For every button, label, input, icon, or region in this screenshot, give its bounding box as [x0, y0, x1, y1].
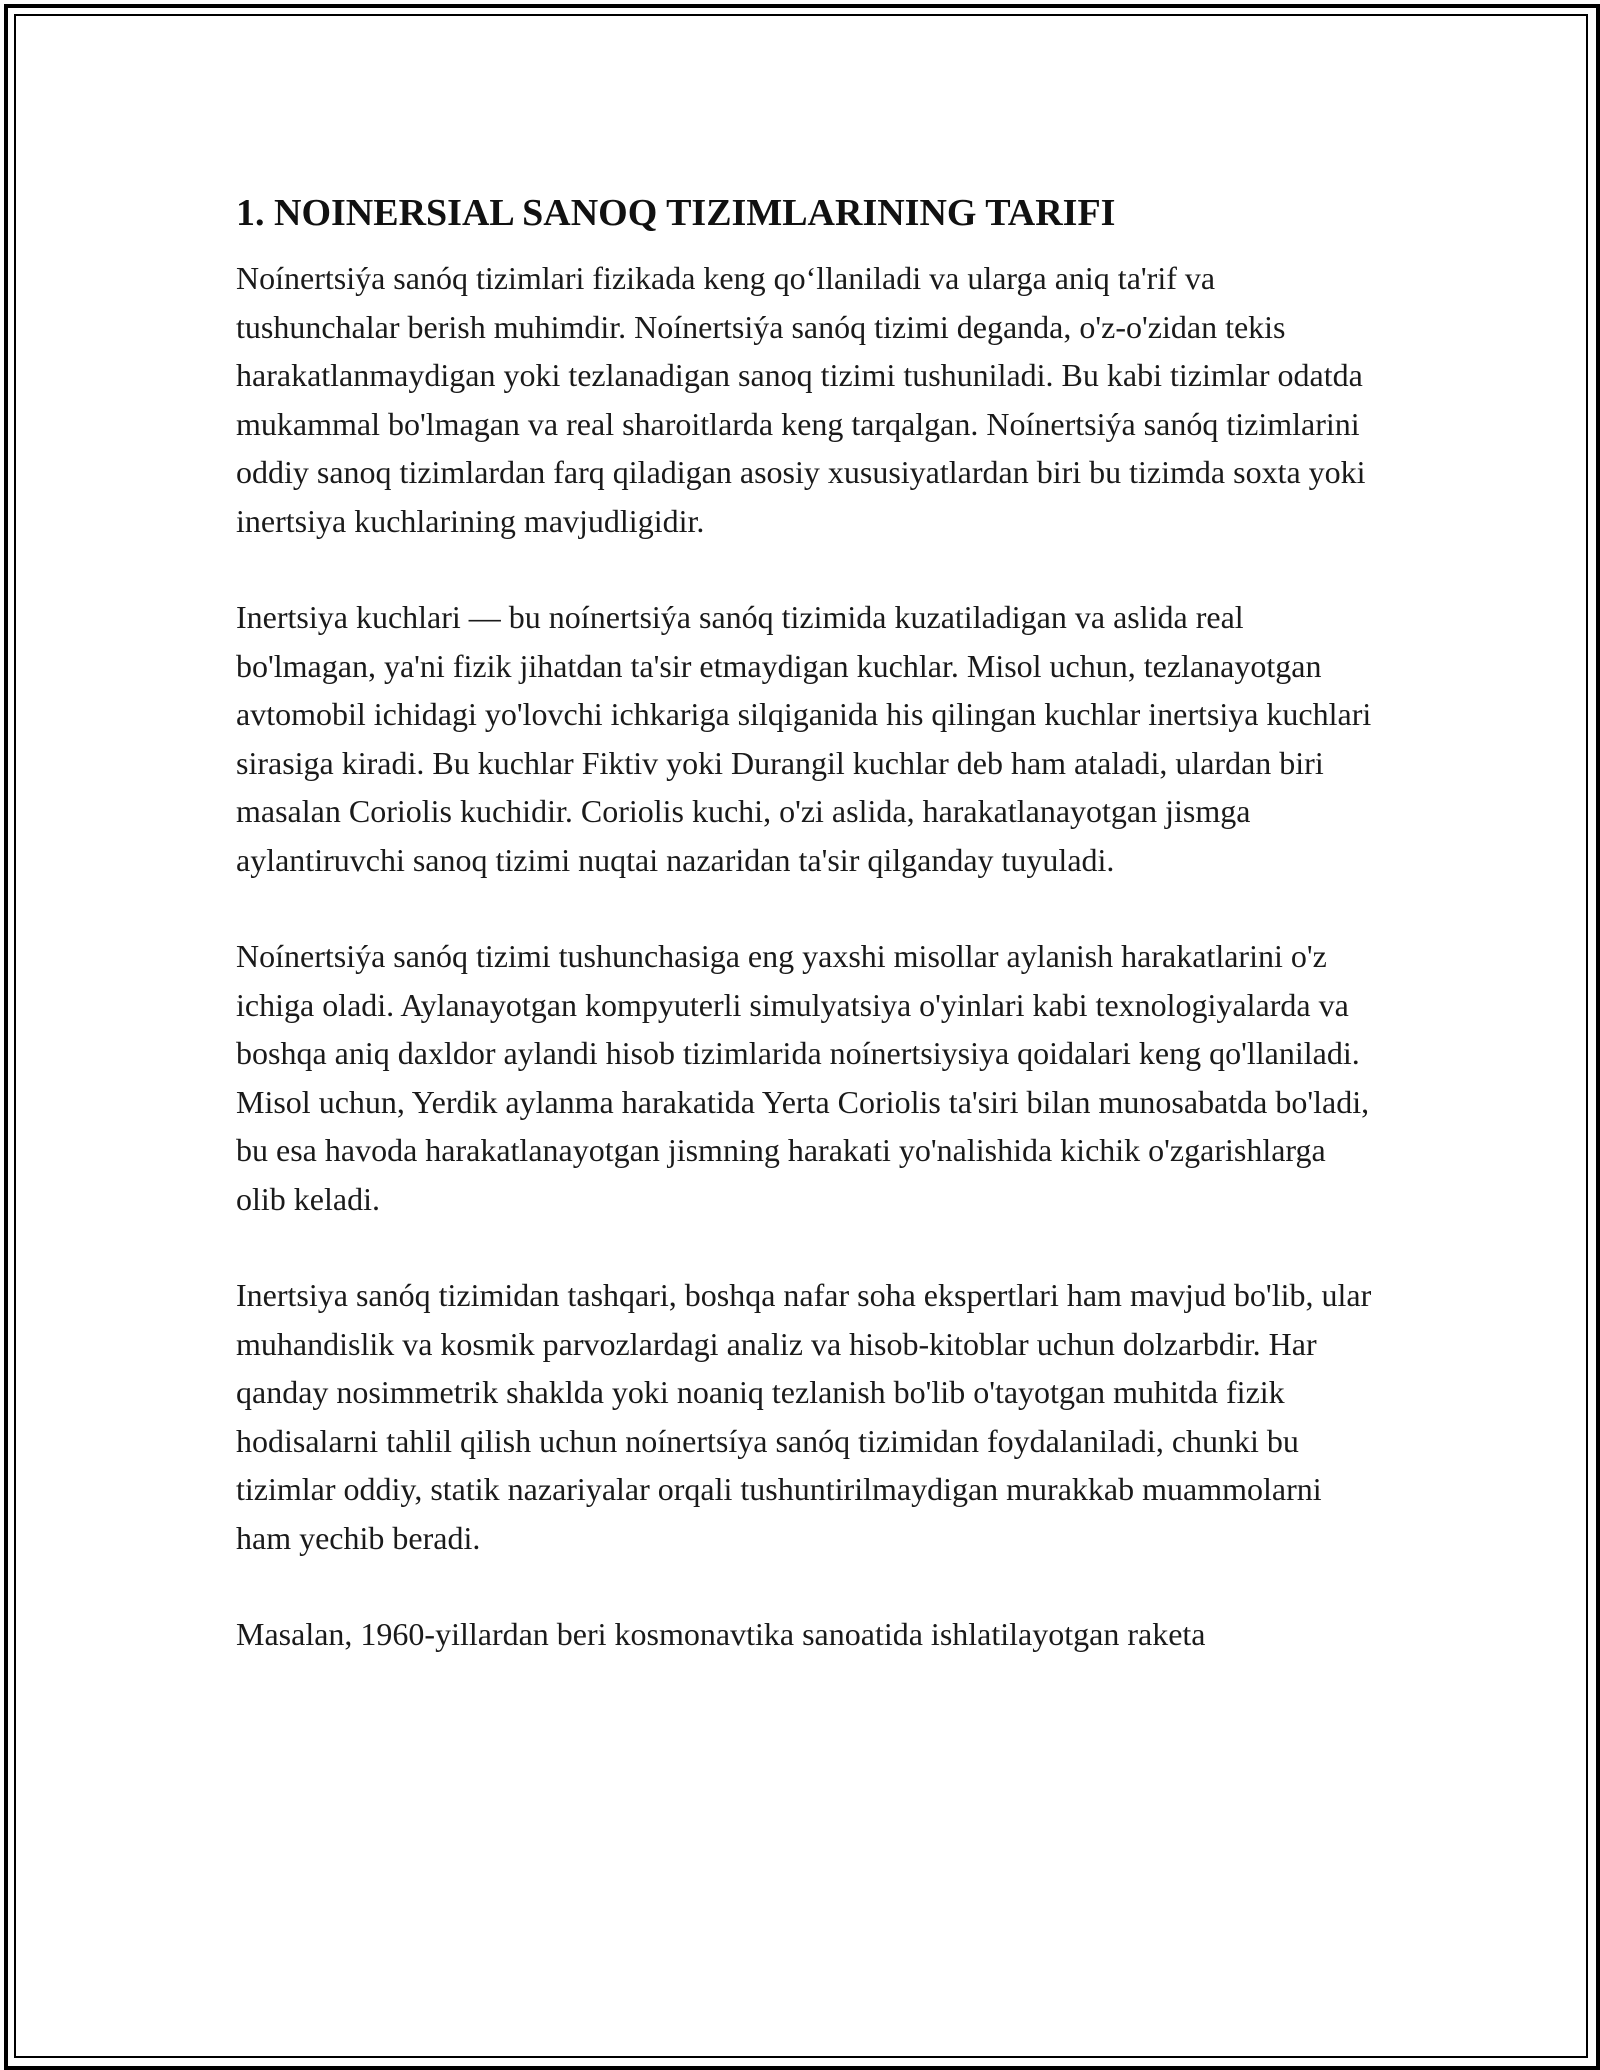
- paragraph-3: Noínertsiýa sanóq tizimi tushunchasiga eng yaxshi misollar aylanish harakatlarini o'z ichiga oladi. Aylanayotgan kompyuterli simulyatsiya o'yinlari kabi texnologiyalarda va boshqa aniq daxldor aylandi hisob tizimlarida noínertsiysiya qoidalari keng qo'llaniladi. Misol uchun, Yerdik aylanma harakatida Yerta Coriolis ta'siri bilan munosabatda bo'ladi, bu esa havoda harakatlanayotgan jismning harakati yo'nalishida kichik o'zgarishlarga olib keladi.: [236, 938, 1370, 1217]
- paragraph-4: Inertsiya sanóq tizimidan tashqari, boshqa nafar soha ekspertlari ham mavjud bo'lib, ular muhandislik va kosmik parvozlardagi analiz va hisob-kitoblar uchun dolzarbdir. Har qanday nosimmetrik shaklda yoki noaniq tezlanish bo'lib o'tayotgan muhitda fizik hodisalarni tahlil qilish uchun noínertsíya sanóq tizimidan foydalaniladi, chunki bu tizimlar oddiy, statik nazariyalar orqali tushuntirilmaydigan murakkab muammolarni ham yechib beradi.: [236, 1277, 1372, 1556]
- page-title: 1. NOINERSIAL SANOQ TIZIMLARINING TARIFI: [236, 192, 1116, 234]
- paragraph-2: Inertsiya kuchlari — bu noínertsiýa sanóq tizimida kuzatiladigan va aslida real bo'lmagan, ya'ni fizik jihatdan ta'sir etmaydigan kuchlar. Misol uchun, tezlanayotgan avtomobil ichidagi yo'lovchi ichkariga silqiganida his qilingan kuchlar inertsiya kuchlari sirasiga kiradi. Bu kuchlar Fiktiv yoki Durangil kuchlar deb ham ataladi, ulardan biri masalan Coriolis kuchidir. Coriolis kuchi, o'zi aslida, harakatlanayotgan jismga aylantiruvchi sanoq tizimi nuqtai nazaridan ta'sir qilganday tuyuladi.: [236, 599, 1372, 878]
- paragraph-1: Noínertsiýa sanóq tizimlari fizikada keng qo‘llaniladi va ularga aniq ta'rif va tushunchalar berish muhimdir. Noínertsiýa sanóq tizimi deganda, o'z-o'zidan tekis harakatlanmaydigan yoki tezlanadigan sanoq tizimi tushuniladi. Bu kabi tizimlar odatda mukammal bo'lmagan va real sharoitlarda keng tarqalgan. Noínertsiýa sanóq tizimlarini oddiy sanoq tizimlardan farq qiladigan asosiy xususiyatlardan biri bu tizimda soxta yoki inertsiya kuchlarining mavjudligidir.: [236, 260, 1366, 539]
- document-body: [236, 184, 1376, 1707]
- paragraph-5: Masalan, 1960-yillardan beri kosmonavtika sanoatida ishlatilayotgan raketa: [236, 1616, 1206, 1652]
